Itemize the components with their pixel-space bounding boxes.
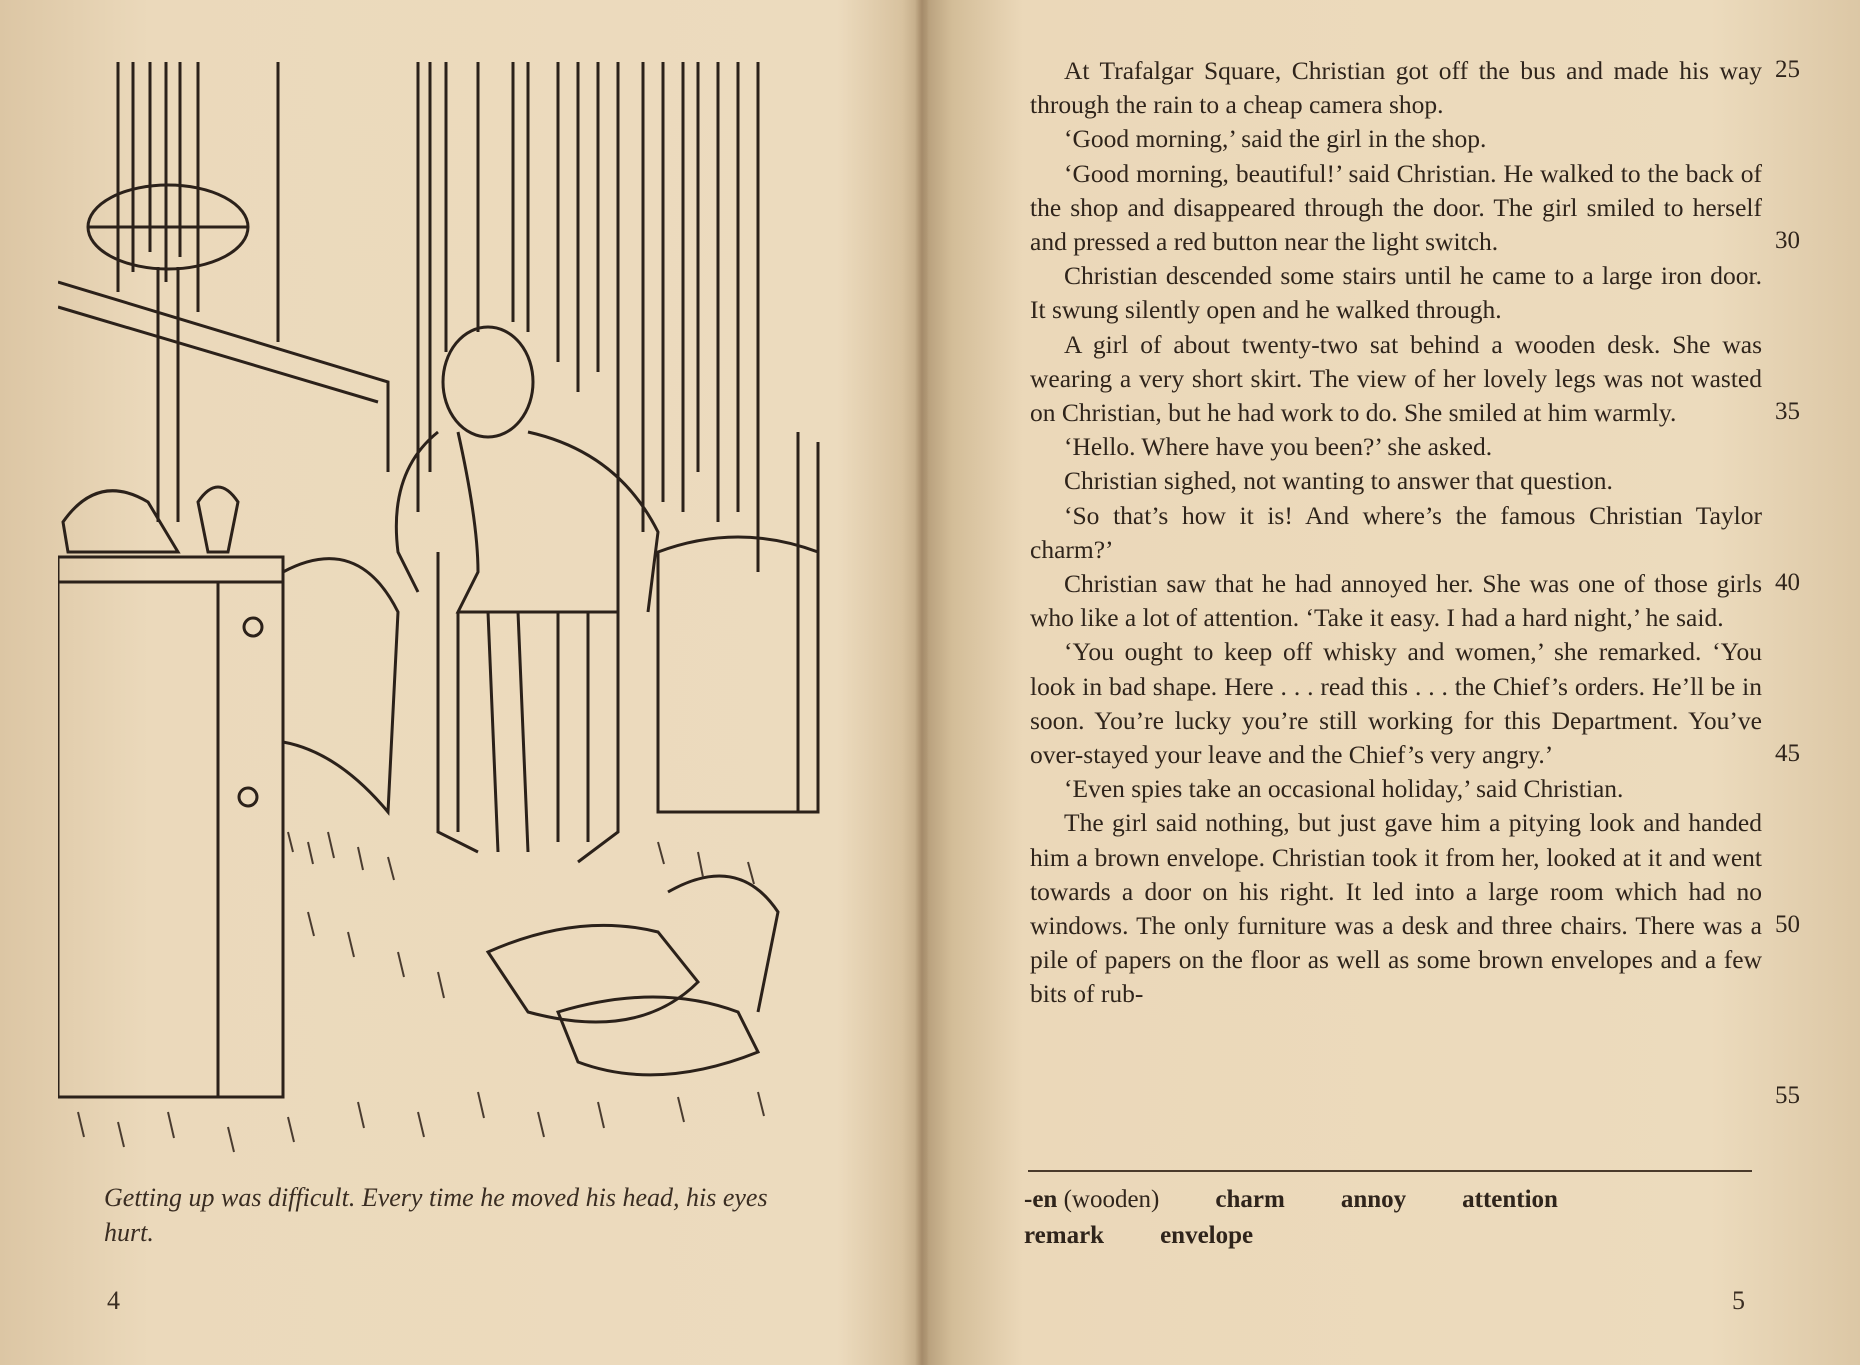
- vocab-word: charm: [1215, 1186, 1285, 1213]
- paragraph: ‘You ought to keep off whisky and women,’ she remarked. ‘You look in bad shape. Here . . . read this . . . the Chief’s orders. He’ll be in soon. You’re lucky you’re still working for this Department. You’ve over-stayed your leave and the Chief’s very angry.’: [1030, 637, 1762, 770]
- vocab-word: envelope: [1160, 1222, 1254, 1249]
- page-number-left: 4: [107, 1286, 120, 1315]
- paragraph: ‘Even spies take an occasional holiday,’ said Christian.: [1064, 774, 1624, 804]
- vocab-word: remark: [1024, 1222, 1105, 1249]
- line-number: 50: [1775, 911, 1800, 938]
- page-number-right: 5: [1732, 1286, 1745, 1315]
- paragraph: ‘Good morning,’ said the girl in the shop.: [1064, 124, 1487, 154]
- illustration: [58, 52, 858, 1174]
- paragraph: Christian saw that he had annoyed her. She was one of those girls who like a lot of attention. ‘Take it easy. I had a hard night,’ he said.: [1030, 569, 1762, 633]
- vocab-word: annoy: [1340, 1186, 1407, 1213]
- vocab-row: [1024, 1182, 1764, 1218]
- line-number: 35: [1775, 398, 1800, 425]
- vocabulary-box: [1024, 1182, 1764, 1254]
- paragraph: Christian sighed, not wanting to answer that question.: [1064, 466, 1613, 496]
- paragraph: ‘Good morning, beautiful!’ said Christian. He walked to the back of the shop and disappeared through the door. The girl smiled to herself and pressed a red button near the light switch.: [1030, 158, 1762, 257]
- paragraph: Christian descended some stairs until he came to a large iron door. It swung silently open and he walked through.: [1030, 261, 1762, 325]
- paragraph: ‘Hello. Where have you been?’ she asked.: [1064, 432, 1493, 462]
- line-number: 40: [1775, 569, 1800, 596]
- paragraph: ‘So that’s how it is! And where’s the famous Christian Taylor charm?’: [1030, 500, 1762, 564]
- vocab-row: [1024, 1218, 1764, 1254]
- vocab-suffix: -en (wooden): [1024, 1186, 1160, 1213]
- bedroom-illustration: [58, 52, 858, 1174]
- divider-rule: [1028, 1170, 1752, 1172]
- body-text: [1030, 54, 1762, 1012]
- book-gutter: [915, 0, 929, 1365]
- illustration-caption: Getting up was difficult. Every time he moved his head, his eyes hurt.: [104, 1183, 768, 1247]
- line-number: 30: [1775, 227, 1800, 254]
- paragraph: The girl said nothing, but just gave him a pitying look and handed him a brown envelope. Christian took it from her, looked at it and went towards a door on his right. It led into a large room which had no windows. The only furniture was a desk and three chairs. There was a pile of papers on the floor as well as some brown envelopes and a few bits of rub-: [1030, 808, 1762, 1009]
- paragraph: A girl of about twenty-two sat behind a wooden desk. She was wearing a very short skirt. The view of her lovely legs was not wasted on Christian, but he had work to do. She smiled at him warmly.: [1030, 329, 1762, 428]
- vocab-word: attention: [1462, 1186, 1558, 1213]
- line-number: 45: [1775, 740, 1800, 767]
- paragraph: At Trafalgar Square, Christian got off the bus and made his way through the rain to a cheap camera shop.: [1030, 56, 1762, 120]
- line-number: 55: [1775, 1082, 1800, 1109]
- line-number: 25: [1775, 56, 1800, 83]
